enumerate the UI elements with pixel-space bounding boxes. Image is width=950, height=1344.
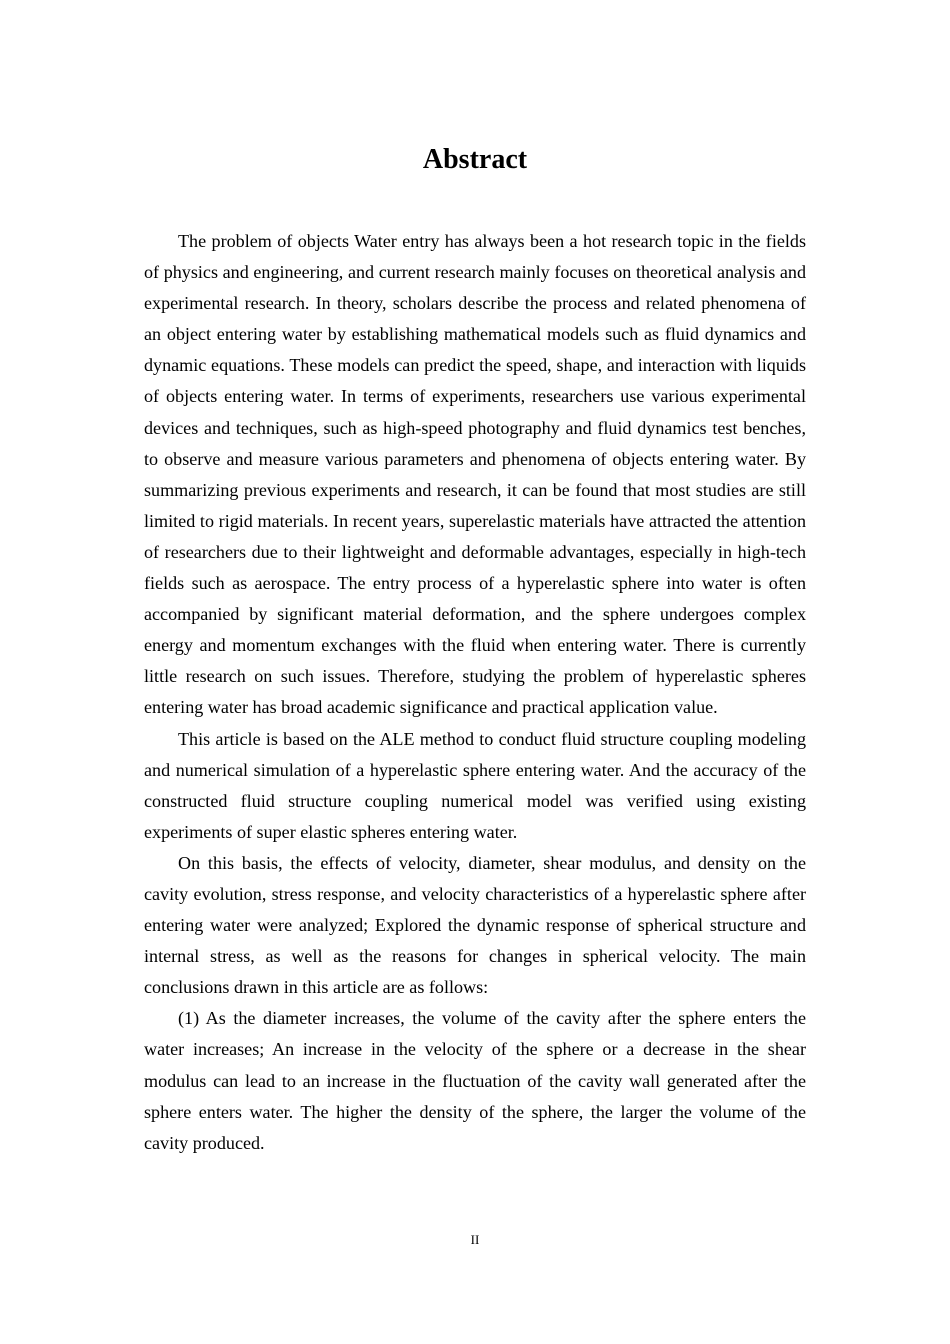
- abstract-paragraph-2: This article is based on the ALE method to conduct fluid structure coupling modeling and numerical simulation of a hyperelastic sphere entering water. And the accuracy of the constructed fluid structure coupling numerical model was verified using existing experiments of super elastic spheres entering water.: [144, 728, 806, 842]
- abstract-paragraph-4: (1) As the diameter increases, the volume of the cavity after the sphere enters the water increases; An increase in the velocity of the sphere or a decrease in the shear modulus can lead to an increase in the fluctuation of the cavity wall generated after the sphere enters water. The higher the density of the sphere, the larger the volume of the cavity produced.: [144, 1008, 806, 1153]
- page-number: II: [470, 1232, 480, 1247]
- abstract-body: [144, 226, 806, 1159]
- abstract-paragraph-1: The problem of objects Water entry has always been a hot research topic in the fields of physics and engineering, and current research mainly focuses on theoretical analysis and experimental research. In theory, scholars describe the process and related phenomena of an object entering water by establishing mathematical models such as fluid dynamics and dynamic equations. These models can predict the speed, shape, and interaction with liquids of objects entering water. In terms of experiments, researchers use various experimental devices and techniques, such as high-speed photography and fluid dynamics test benches, to observe and measure various parameters and phenomena of objects entering water. By summarizing previous experiments and research, it can be found that most studies are still limited to rigid materials. In recent years, superelastic materials have attracted the attention of researchers due to their lightweight and deformable advantages, especially in high-tech fields such as aerospace. The entry process of a hyperelastic sphere into water is often accompanied by significant material deformation, and the sphere undergoes complex energy and momentum exchanges with the fluid when entering water. There is currently little research on such issues. Therefore, studying the problem of hyperelastic spheres entering water has broad academic significance and practical application value.: [144, 231, 806, 718]
- abstract-paragraph-3: On this basis, the effects of velocity, diameter, shear modulus, and density on the cavity evolution, stress response, and velocity characteristics of a hyperelastic sphere after entering water were analyzed; Explored the dynamic response of spherical structure and internal stress, as well as the reasons for changes in spherical velocity. The main conclusions drawn in this article are as follows:: [144, 852, 806, 998]
- abstract-title: Abstract: [422, 144, 528, 175]
